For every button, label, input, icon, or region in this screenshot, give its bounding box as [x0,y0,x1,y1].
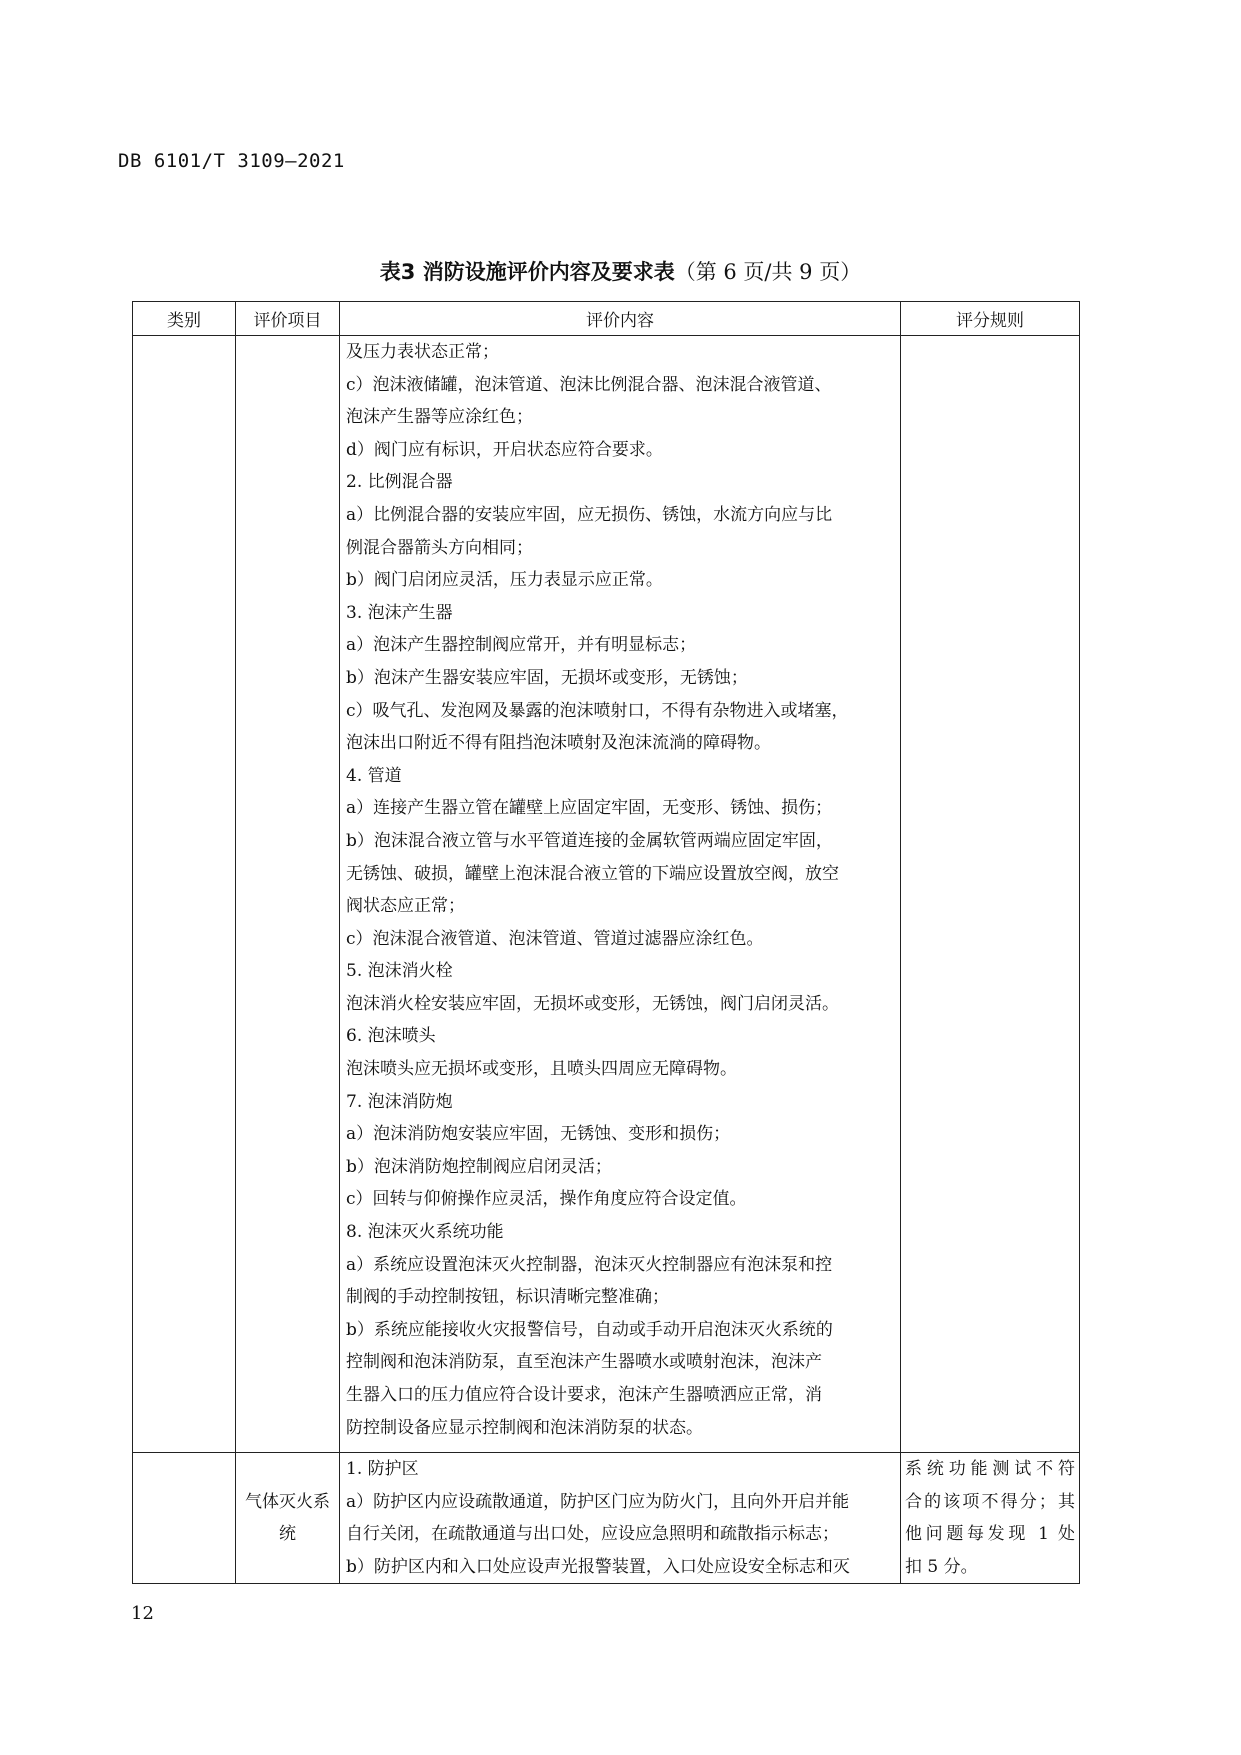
content-line: 8. 泡沫灭火系统功能 [346,1222,504,1243]
table-title-main: 表3 消防设施评价内容及要求表 [379,260,675,284]
page-number: 12 [131,1603,154,1624]
table-row [133,336,1080,1453]
rule-line: 扣 5 分。 [905,1556,978,1577]
table-row [133,1453,1080,1584]
content-line: a）泡沫产生器控制阀应常开，并有明显标志； [346,635,697,656]
category-cell [133,1453,236,1584]
content-line: a）防护区内应设疏散通道，防护区门应为防火门，且向外开启并能 [346,1491,850,1512]
content-line: 泡沫消火栓安装应牢固，无损坏或变形，无锈蚀，阀门启闭灵活。 [346,993,839,1014]
content-line: c）吸气孔、发泡网及暴露的泡沫喷射口，不得有杂物进入或堵塞， [346,700,849,721]
content-line: 制阀的手动控制按钮，标识清晰完整准确； [346,1287,669,1308]
content-line: b）泡沫消防炮控制阀应启闭灵活； [346,1156,612,1177]
content-line: a）系统应设置泡沫灭火控制器，泡沫灭火控制器应有泡沫泵和控 [346,1254,833,1275]
content-line: 例混合器箭头方向相同； [346,537,533,558]
content-line: b）防护区内和入口处应设声光报警装置，入口处应设安全标志和灭 [346,1556,850,1577]
content-line: 7. 泡沫消防炮 [346,1091,453,1112]
header-content: 评价内容 [340,302,901,336]
table-header-row [133,302,1080,336]
content-line: d）阀门应有标识，开启状态应符合要求。 [346,439,663,460]
rule-line: 系统功能测试不符 [905,1459,1075,1479]
evaluation-table [132,301,1080,1584]
item-cell [236,336,340,1453]
content-line: a）泡沫消防炮安装应牢固，无锈蚀、变形和损伤； [346,1124,731,1145]
content-line: 及压力表状态正常； [346,342,499,362]
table-title [0,256,1241,286]
content-line: b）阀门启闭应灵活，压力表显示应正常。 [346,570,663,591]
content-line: 自行关闭，在疏散通道与出口处，应设应急照明和疏散指示标志； [346,1524,839,1545]
header-scoring-rule: 评分规则 [901,302,1080,336]
content-cell [340,1453,901,1584]
content-line: 无锈蚀、破损，罐壁上泡沫混合液立管的下端应设置放空阀，放空 [346,863,839,884]
category-cell [133,336,236,1453]
content-line: c）泡沫混合液管道、泡沫管道、管道过滤器应涂红色。 [346,928,764,949]
content-line: c）泡沫液储罐，泡沫管道、泡沫比例混合器、泡沫混合液管道、 [346,374,832,395]
header-item: 评价项目 [236,302,340,336]
content-line: 泡沫出口附近不得有阻挡泡沫喷射及泡沫流淌的障碍物。 [346,733,771,754]
rule-line: 合的该项不得分；其 [905,1491,1075,1512]
content-line: 5. 泡沫消火栓 [346,961,453,982]
item-cell [236,1453,340,1584]
rule-cell [901,1453,1080,1584]
content-line: 控制阀和泡沫消防泵，直至泡沫产生器喷水或喷射泡沫，泡沫产 [346,1352,822,1373]
content-line: c）回转与仰俯操作应灵活，操作角度应符合设定值。 [346,1189,747,1210]
content-line: 生器入口的压力值应符合设计要求，泡沫产生器喷洒应正常，消 [346,1385,822,1405]
item-label-line: 气体灭火系 [245,1491,330,1512]
content-line: a）比例混合器的安装应牢固，应无损伤、锈蚀，水流方向应与比 [346,504,833,525]
document-code: DB 6101/T 3109—2021 [118,150,345,172]
content-line: 泡沫喷头应无损坏或变形，且喷头四周应无障碍物。 [346,1059,737,1080]
content-line: 阀状态应正常； [346,896,465,917]
header-category: 类别 [133,302,236,336]
table-title-page-range: （第 6 页/共 9 页） [674,260,862,284]
content-line: 2. 比例混合器 [346,472,453,493]
content-line: 6. 泡沫喷头 [346,1026,436,1047]
content-line: 4. 管道 [346,765,402,786]
rule-line: 他问题每发现 1 处 [905,1524,1075,1545]
content-line: a）连接产生器立管在罐壁上应固定牢固，无变形、锈蚀、损伤； [346,798,833,819]
content-line: b）泡沫混合液立管与水平管道连接的金属软管两端应固定牢固， [346,830,833,851]
content-line: b）泡沫产生器安装应牢固，无损坏或变形，无锈蚀； [346,667,748,688]
item-label-line: 统 [279,1524,296,1545]
content-line: 泡沫产生器等应涂红色； [346,407,533,428]
content-line: 防控制设备应显示控制阀和泡沫消防泵的状态。 [346,1417,703,1438]
content-line: 3. 泡沫产生器 [346,602,453,623]
content-cell [340,336,901,1453]
rule-cell [901,336,1080,1453]
content-line: 1. 防护区 [346,1459,419,1479]
content-line: b）系统应能接收火灾报警信号，自动或手动开启泡沫灭火系统的 [346,1319,833,1340]
